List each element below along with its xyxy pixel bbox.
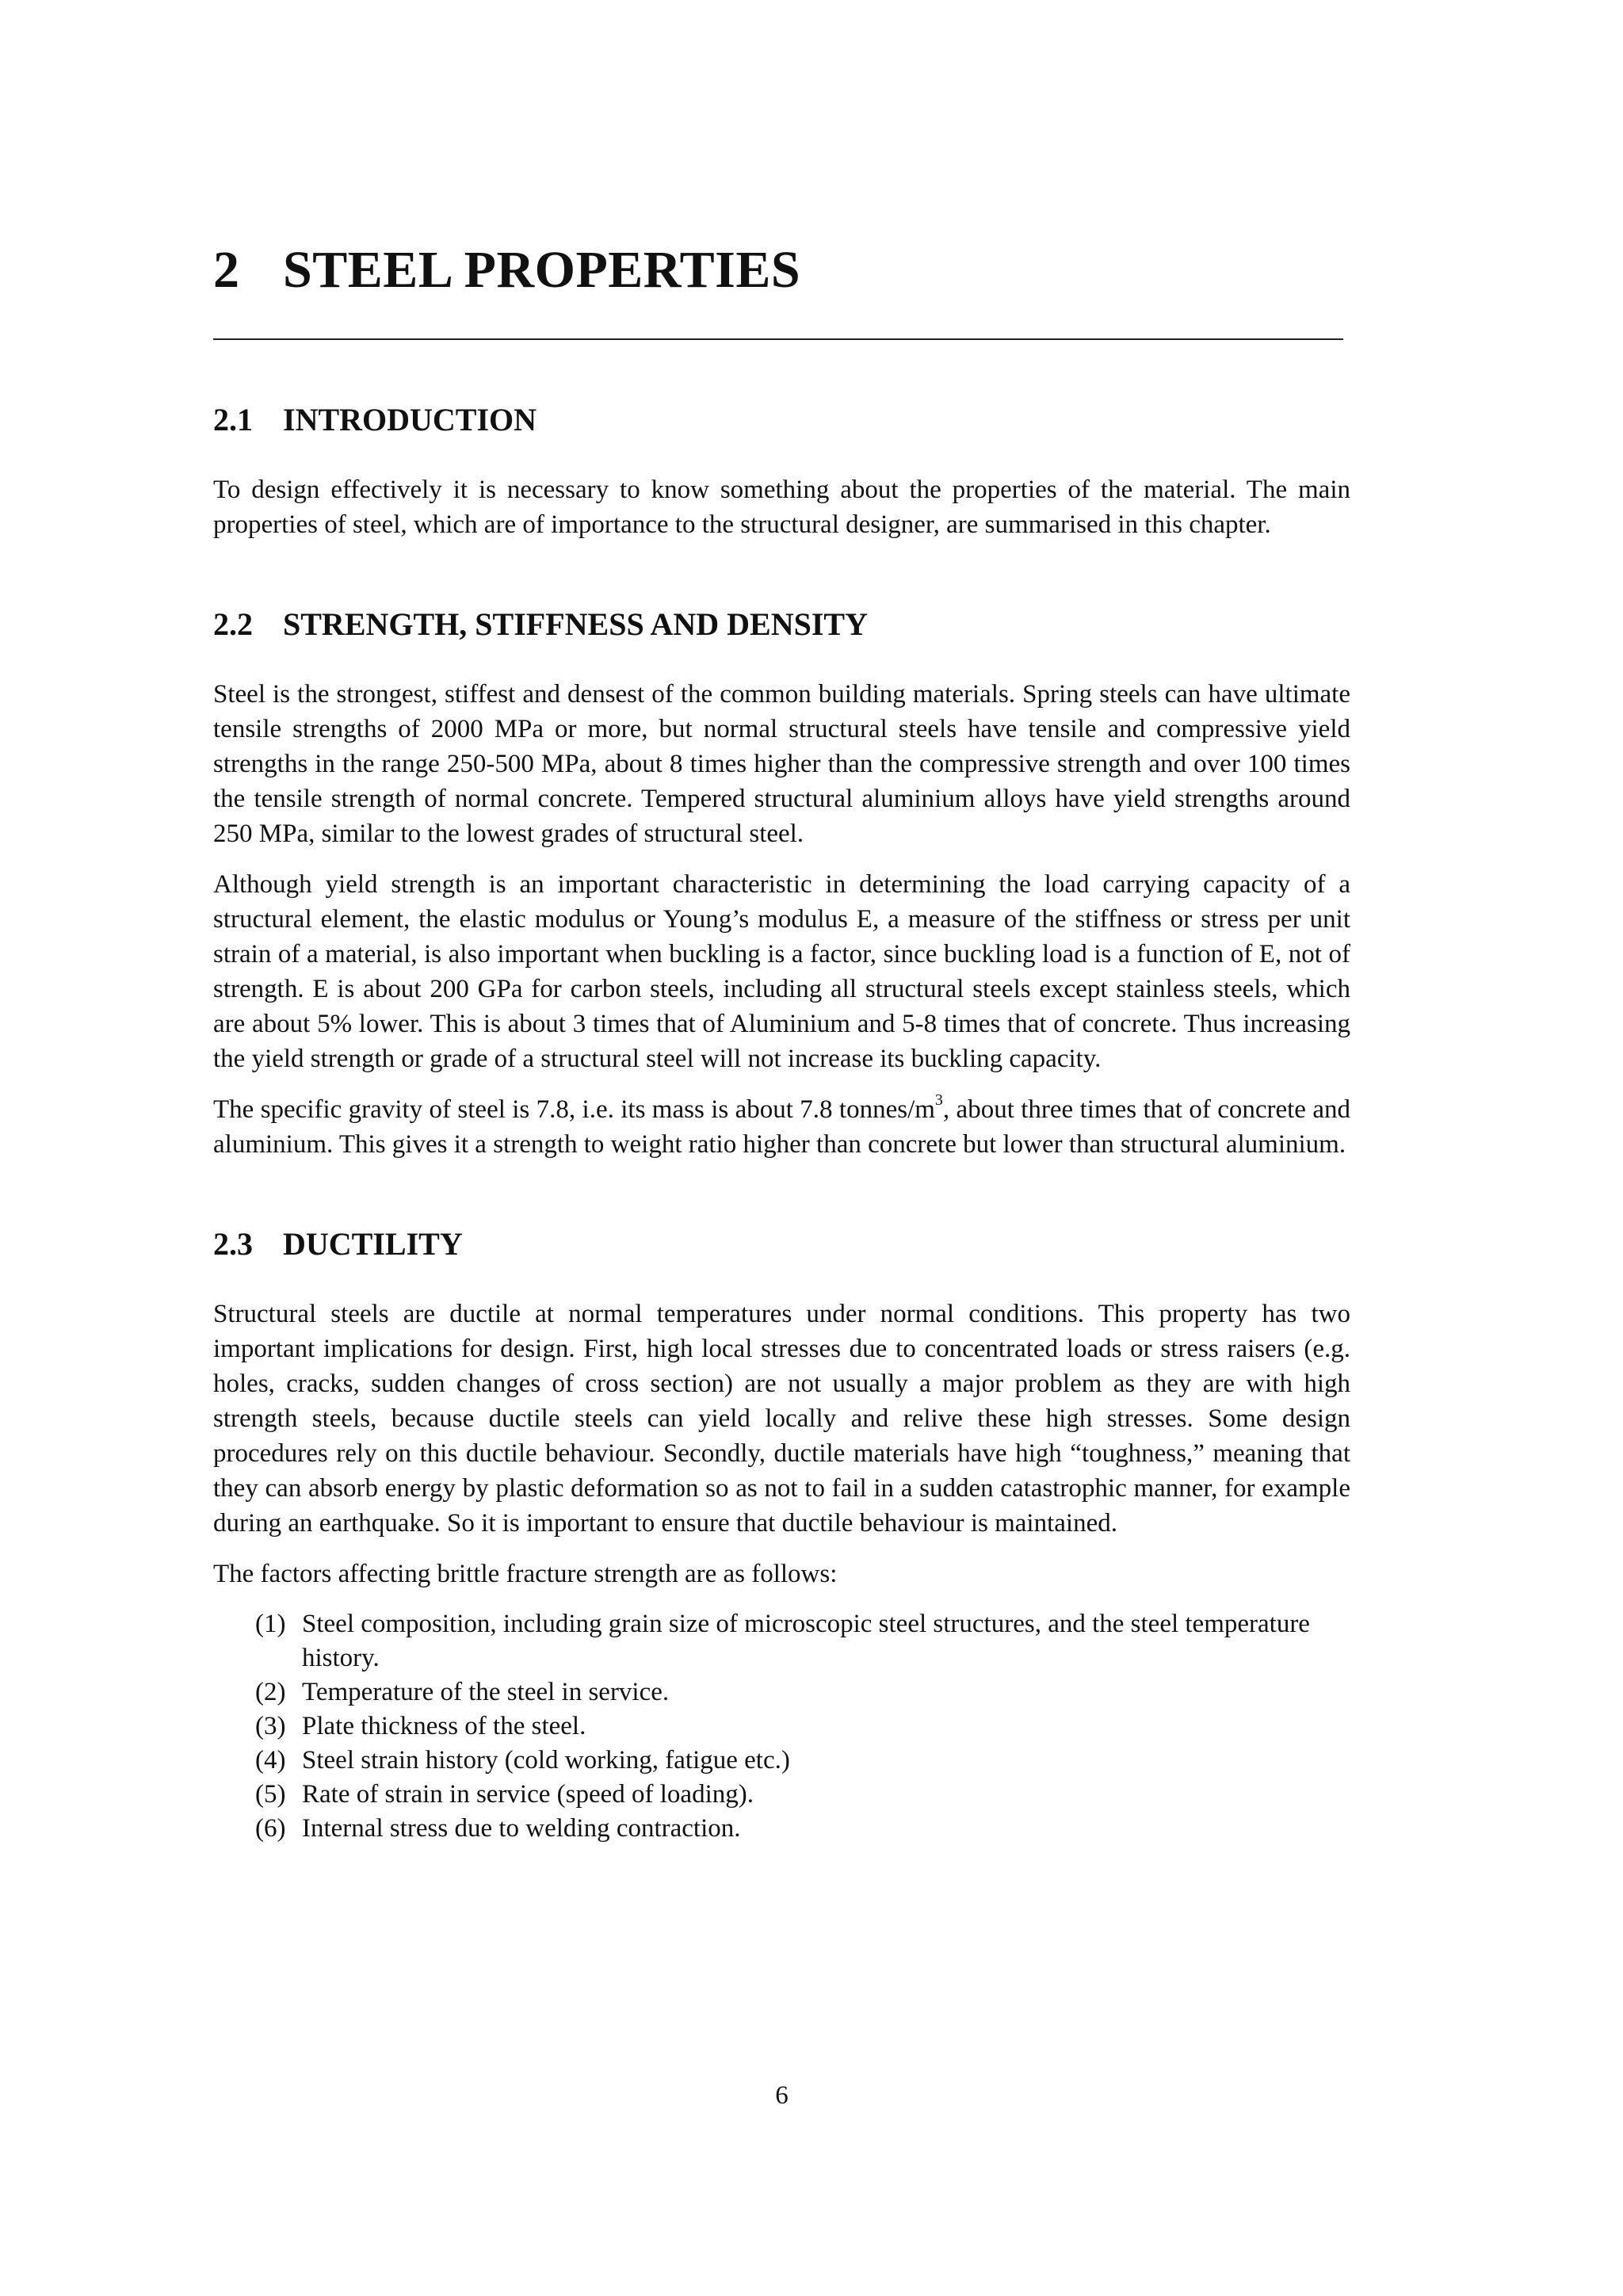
section-title: DUCTILITY xyxy=(283,1226,463,1262)
chapter-title-rule xyxy=(213,338,1343,340)
list-item-text: Steel composition, including grain size of microscopic steel structures, and the steel temperature history. xyxy=(302,1610,1310,1672)
cubic-superscript: 3 xyxy=(934,1091,943,1109)
section-heading xyxy=(213,395,1350,445)
list-marker: (2) xyxy=(255,1678,286,1706)
list-item xyxy=(213,1710,1350,1744)
paragraph: Structural steels are ductile at normal temperatures under normal conditions. This property has two important implications for design. First, high local stresses due to concentrated loads or stress raisers (e.g. holes, cracks, sudden changes of cross section) are not usually a major problem as they are with high strength steels, because ductile steels can yield locally and relive these high stresses. Some design procedures rely on this ductile behaviour. Secondly, ductile materials have high “toughness,” meaning that they can absorb energy by plastic deformation so as not to fail in a sudden catastrophic manner, for example during an earthquake. So it is important to ensure that ductile behaviour is maintained. xyxy=(213,1300,1350,1538)
page-number: 6 xyxy=(775,2081,789,2110)
list-marker: (6) xyxy=(255,1814,286,1843)
section-number: 2.2 xyxy=(213,606,253,642)
section-number: 2.3 xyxy=(213,1226,253,1262)
list-item-text: Internal stress due to welding contraction. xyxy=(302,1814,741,1843)
document-page xyxy=(213,0,1350,2296)
list-marker: (3) xyxy=(255,1712,286,1740)
section-number: 2.1 xyxy=(213,402,253,437)
section-heading xyxy=(213,599,1350,650)
list-marker: (1) xyxy=(255,1610,286,1638)
section-title: INTRODUCTION xyxy=(283,402,537,437)
brittle-fracture-factors-list xyxy=(213,1607,1350,1846)
gravity-text-before: The specific gravity of steel is 7.8, i.e. its mass is about 7.8 tonnes/m xyxy=(213,1095,935,1124)
paragraph: The factors affecting brittle fracture strength are as follows: xyxy=(213,1560,838,1588)
chapter-title-text: STEEL PROPERTIES xyxy=(283,241,801,299)
list-item xyxy=(213,1744,1350,1778)
chapter-title xyxy=(213,240,800,300)
specific-gravity-paragraph xyxy=(213,1092,1350,1162)
list-item-text: Rate of strain in service (speed of loading). xyxy=(302,1780,754,1809)
list-item xyxy=(213,1812,1350,1846)
section-introduction xyxy=(213,395,1350,542)
section-heading xyxy=(213,1219,1350,1270)
section-title: STRENGTH, STIFFNESS AND DENSITY xyxy=(283,606,868,642)
list-item xyxy=(213,1778,1350,1812)
section-strength-stiffness-density xyxy=(213,599,1350,1162)
list-item-text: Steel strain history (cold working, fatigue etc.) xyxy=(302,1746,790,1775)
paragraph: Although yield strength is an important characteristic in determining the load carrying capacity of a structural element, the elastic modulus or Young’s modulus E, a measure of the stiffness or stress per unit strain of a material, is also important when buckling is a factor, since buckling load is a function of E, not of strength. E is about 200 GPa for carbon steels, including all structural steels except stainless steels, which are about 5% lower. This is about 3 times that of Aluminium and 5-8 times that of concrete. Thus increasing the yield strength or grade of a structural steel will not increase its buckling capacity. xyxy=(213,870,1350,1073)
page-body xyxy=(213,395,1350,1846)
paragraph: To design effectively it is necessary to know something about the properties of the material. The main properties of steel, which are of importance to the structural designer, are summarised in this chapter. xyxy=(213,476,1350,539)
paragraph: Steel is the strongest, stiffest and densest of the common building materials. Spring steels can have ultimate tensile strengths of 2000 MPa or more, but normal structural steels have tensile and compressive yield strengths in the range 250-500 MPa, about 8 times higher than the compressive strength and over 100 times the tensile strength of normal concrete. Tempered structural aluminium alloys have yield strengths around 250 MPa, similar to the lowest grades of structural steel. xyxy=(213,680,1350,848)
list-item-text: Temperature of the steel in service. xyxy=(302,1678,670,1706)
chapter-number: 2 xyxy=(213,241,240,299)
list-item xyxy=(213,1675,1350,1710)
list-item xyxy=(213,1607,1350,1675)
gravity-text-after: , about three times that of concrete and aluminium. This gives it a strength to weight ratio higher than concrete but lower than structural aluminium. xyxy=(213,1095,1350,1159)
list-marker: (4) xyxy=(255,1746,286,1775)
section-ductility xyxy=(213,1219,1350,1846)
list-item-text: Plate thickness of the steel. xyxy=(302,1712,586,1740)
list-marker: (5) xyxy=(255,1780,286,1809)
